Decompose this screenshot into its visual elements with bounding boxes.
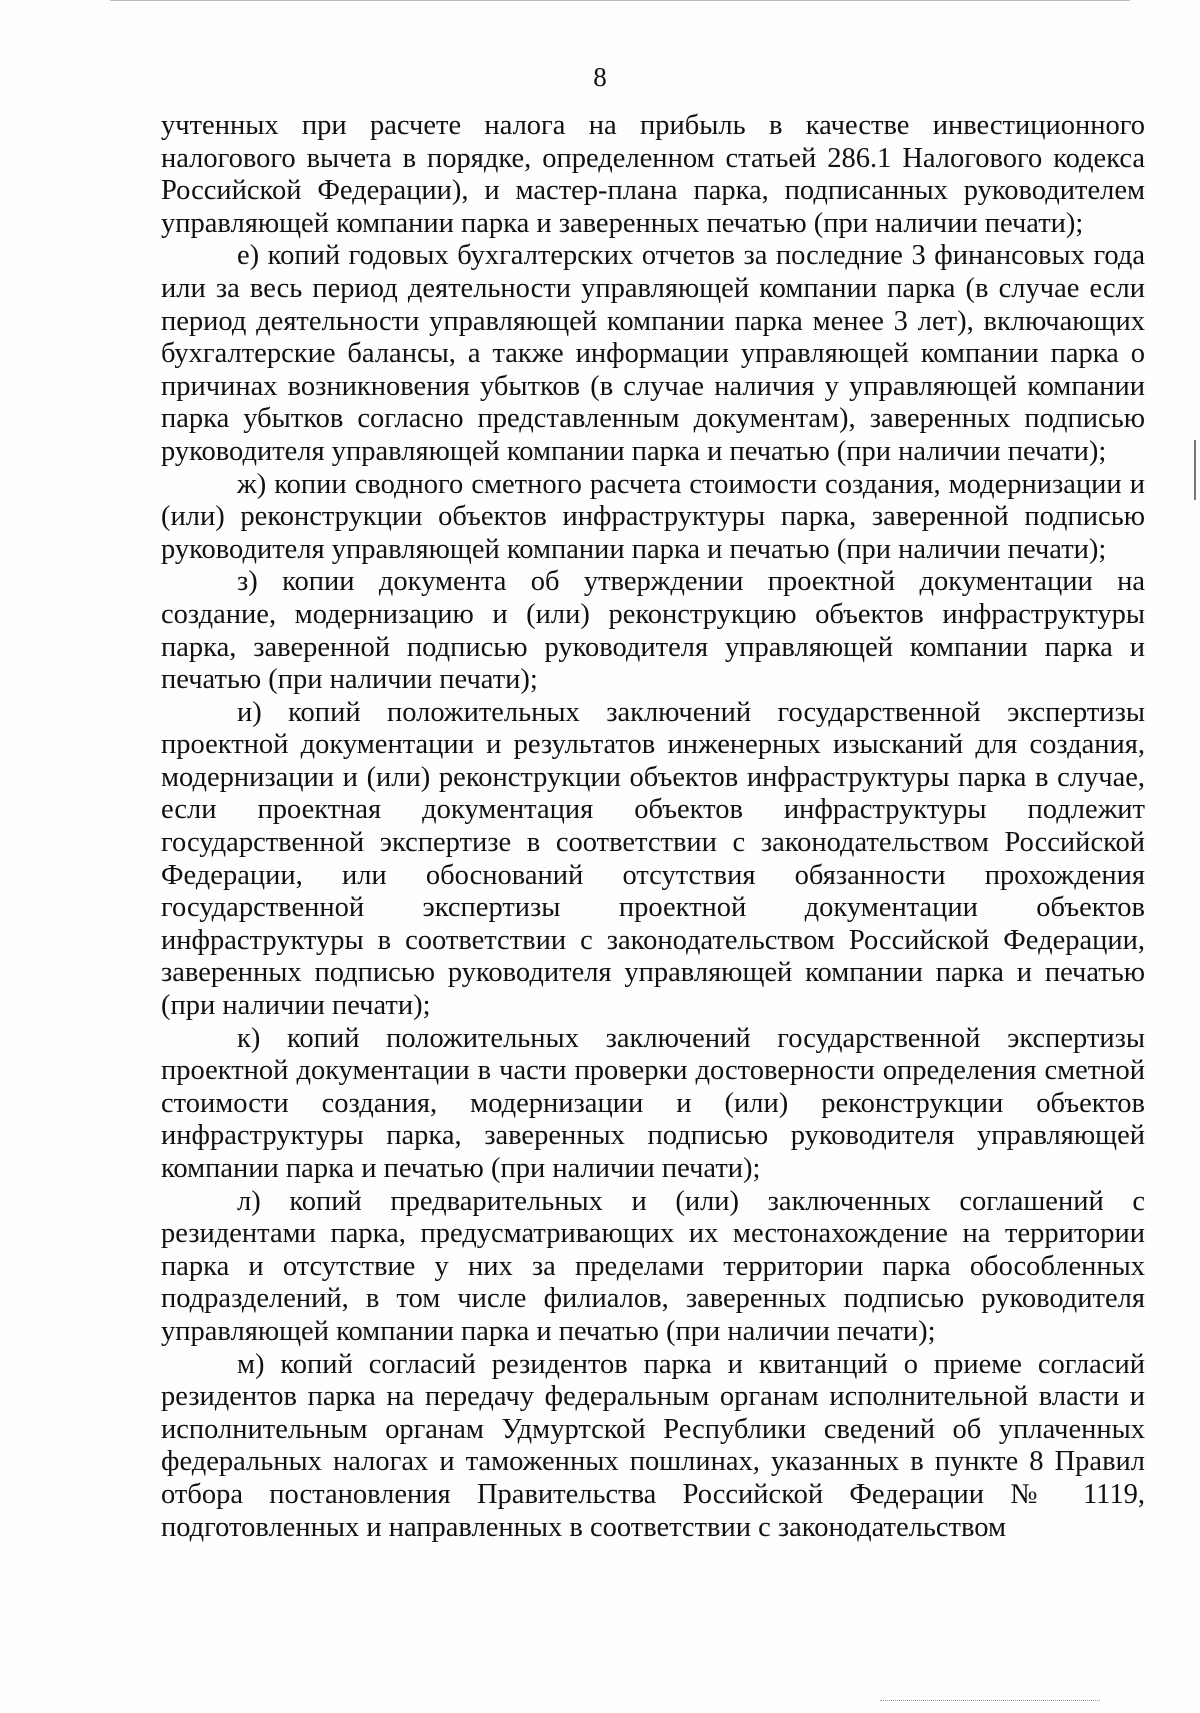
paragraph-item-l: л) копий предварительных и (или) заключенных соглашений с резидентами парка, предусматривающих их местонахождение на территории парка и отсутствие у них за пределами территории парка обособленных подразделений, в том числе филиалов, заверенных подписью руководителя управляющей компании парка и печатью (при наличии печати); — [161, 1185, 1145, 1347]
paragraph-item-zh: ж) копии сводного сметного расчета стоимости создания, модернизации и (или) реконструкции объектов инфраструктуры парка, заверенной подписью руководителя управляющей компании парка и печатью (при наличии печати); — [161, 468, 1145, 565]
scan-artifact-dots — [880, 1700, 1100, 1702]
document-body — [161, 110, 1145, 1544]
scan-edge-top — [110, 0, 1130, 1]
paragraph-item-z: з) копии документа об утверждении проектной документации на создание, модернизацию и (или) реконструкцию объектов инфраструктуры парка, заверенной подписью руководителя управляющей компании парка и печатью (при наличии печати); — [161, 566, 1145, 696]
paragraph-item-e: е) копий годовых бухгалтерских отчетов за последние 3 финансовых года или за весь период деятельности управляющей компании парка (в случае если период деятельности управляющей компании парка менее 3 лет), включающих бухгалтерские балансы, а также информации управляющей компании парка о причинах возникновения убытков (в случае наличия у управляющей компании парка убытков согласно представленным документам), заверенных подписью руководителя управляющей компании парка и печатью (при наличии печати); — [161, 240, 1145, 467]
paragraph-item-i: и) копий положительных заключений государственной экспертизы проектной документации и результатов инженерных изысканий для создания, модернизации и (или) реконструкции объектов инфраструктуры парка в случае, если проектная документация объектов инфраструктуры подлежит государственной экспертизе в соответствии с законодательством Российской Федерации, или обоснований отсутствия обязанности прохождения государственной экспертизы проектной документации объектов инфраструктуры в соответствии с законодательством Российской Федерации, заверенных подписью руководителя управляющей компании парка и печатью (при наличии печати); — [161, 696, 1145, 1022]
page-number: 8 — [593, 62, 607, 92]
paragraph-item-k: к) копий положительных заключений государственной экспертизы проектной документации в части проверки достоверности определения сметной стоимости создания, модернизации и (или) реконструкции объектов инфраструктуры парка, заверенных подписью руководителя управляющей компании парка и печатью (при наличии печати); — [161, 1022, 1145, 1184]
scan-edge-right — [1194, 440, 1196, 500]
paragraph-item-m: м) копий согласий резидентов парка и квитанций о приеме согласий резидентов парка на передачу федеральным органам исполнительной власти и исполнительным органам Удмуртской Республики сведений об уплаченных федеральных налогах и таможенных пошлинах, указанных в пункте 8 Правил отбора постановления Правительства Российской Федерации № 1119, подготовленных и направленных в соответствии с законодательством — [161, 1348, 1145, 1543]
paragraph-continuation: учтенных при расчете налога на прибыль в качестве инвестиционного налогового вычета в порядке, определенном статьей 286.1 Налогового кодекса Российской Федерации), и мастер-плана парка, подписанных руководителем управляющей компании парка и заверенных печатью (при наличии печати); — [161, 110, 1145, 239]
